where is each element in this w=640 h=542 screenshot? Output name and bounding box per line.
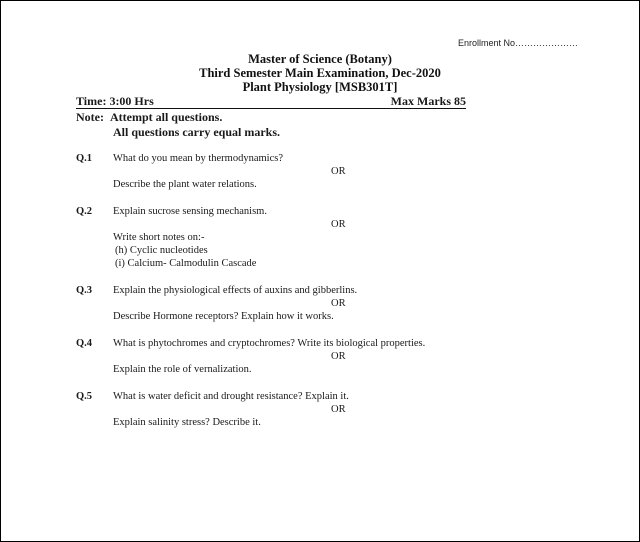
question-text: What do you mean by thermodynamics?	[113, 153, 283, 164]
enrollment-number-label: Enrollment No…………………	[458, 38, 579, 48]
exam-duration: Time: 3:00 Hrs	[76, 94, 154, 108]
short-note-item: (i) Calcium- Calmodulin Cascade	[115, 258, 257, 269]
question-alt-text: Explain the role of vernalization.	[113, 364, 252, 375]
question-number: Q.2	[76, 206, 93, 217]
question-alt-text: Write short notes on:-	[113, 232, 205, 243]
degree-title: Master of Science (Botany)	[248, 52, 392, 66]
exam-title: Third Semester Main Examination, Dec-2020	[199, 66, 441, 80]
short-note-item: (h) Cyclic nucleotides	[115, 245, 208, 256]
time-marks-bar	[76, 94, 466, 109]
question-alt-text: Describe the plant water relations.	[113, 179, 257, 190]
or-separator: OR	[331, 351, 346, 362]
note-line-2: All questions carry equal marks.	[113, 125, 281, 139]
question-number: Q.5	[76, 391, 93, 402]
or-separator: OR	[331, 404, 346, 415]
question-number: Q.4	[76, 338, 93, 349]
question-text: Explain sucrose sensing mechanism.	[113, 206, 267, 217]
question-number: Q.3	[76, 285, 93, 296]
question-text: Explain the physiological effects of auxins and gibberlins.	[113, 285, 358, 296]
note-line-1: Attempt all questions.	[109, 110, 223, 124]
note-label: Note:	[76, 110, 104, 124]
or-separator: OR	[331, 166, 346, 177]
max-marks: Max Marks 85	[390, 94, 466, 108]
question-text: What is water deficit and drought resistance? Explain it.	[113, 391, 349, 402]
instructions-note	[76, 110, 280, 140]
paper-title: Plant Physiology [MSB301T]	[242, 80, 398, 94]
question-text: What is phytochromes and cryptochromes? Write its biological properties.	[113, 338, 426, 349]
question-alt-text: Describe Hormone receptors? Explain how it works.	[113, 311, 334, 322]
question-alt-text: Explain salinity stress? Describe it.	[113, 417, 261, 428]
question-number: Q.1	[76, 153, 93, 164]
or-separator: OR	[331, 298, 346, 309]
or-separator: OR	[331, 219, 346, 230]
